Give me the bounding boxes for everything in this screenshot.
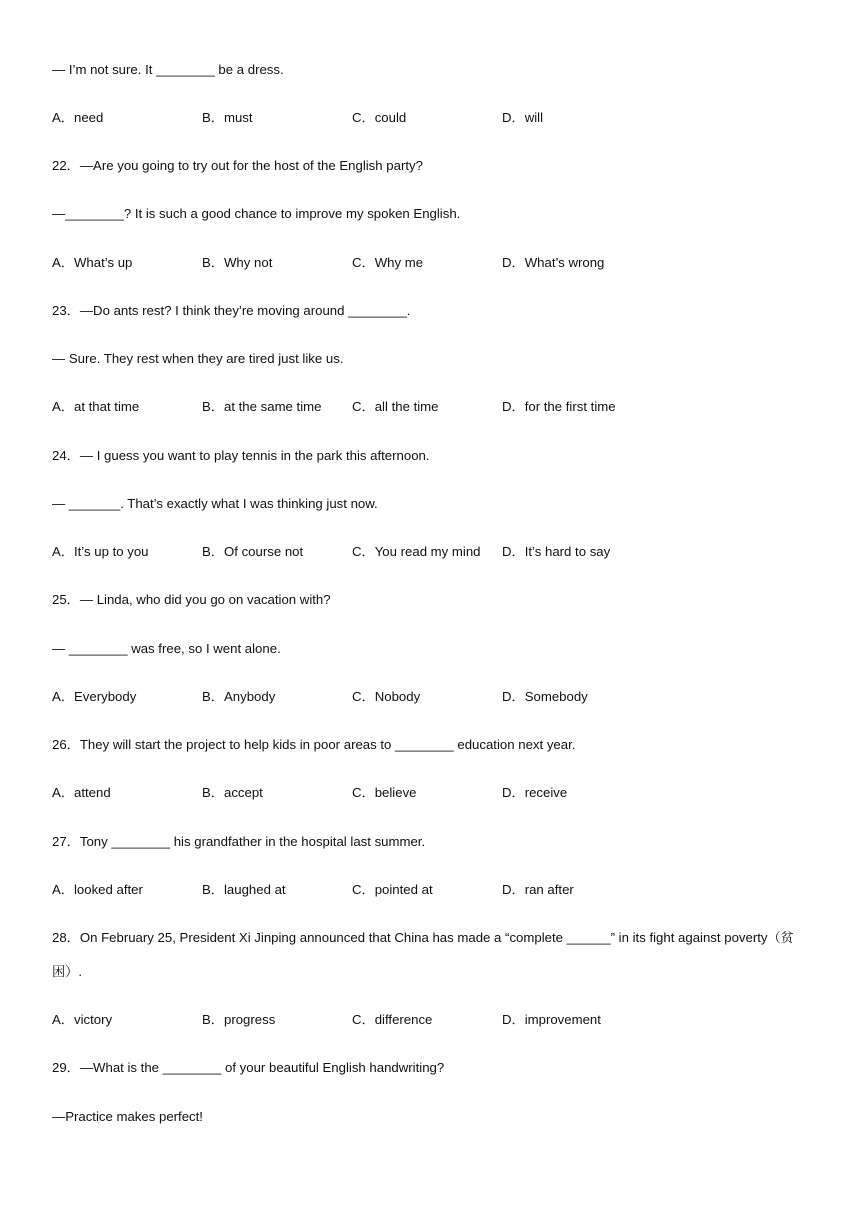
option-row — [52, 543, 812, 561]
option-b: B．Anybody — [202, 689, 276, 704]
option-c: C．could — [352, 110, 407, 125]
option-c: C．Why me — [352, 255, 424, 270]
option-d: D．Somebody — [502, 689, 588, 704]
option-c: C．You read my mind — [352, 544, 481, 559]
option-d: D．receive — [502, 785, 568, 800]
question-line: —Practice makes perfect! — [52, 1109, 203, 1124]
option-b: B．Of course not — [202, 544, 304, 559]
option-a: A．need — [52, 110, 104, 125]
option-b: B．progress — [202, 1012, 276, 1027]
option-d: D．What’s wrong — [502, 255, 605, 270]
question-line: 28．On February 25, President Xi Jinping announced that China has made a “complete ______” in its fight against poverty（贫困）. — [52, 930, 794, 979]
option-c: C．all the time — [352, 399, 439, 414]
option-d: D．ran after — [502, 882, 574, 897]
option-c: C．Nobody — [352, 689, 421, 704]
question-line: 26．They will start the project to help kids in poor areas to ________ education next year. — [52, 737, 576, 752]
option-b: B．laughed at — [202, 882, 286, 897]
question-line: 29．—What is the ________ of your beautiful English handwriting? — [52, 1060, 445, 1075]
option-a: A．victory — [52, 1012, 113, 1027]
option-d: D．for the first time — [502, 399, 616, 414]
option-a: A．attend — [52, 785, 111, 800]
question-line: — I’m not sure. It ________ be a dress. — [52, 62, 284, 77]
option-row — [52, 1011, 812, 1029]
question-line: — _______. That’s exactly what I was thinking just now. — [52, 496, 378, 511]
option-row — [52, 254, 812, 272]
option-d: D．It’s hard to say — [502, 544, 611, 559]
option-a: A．What’s up — [52, 255, 133, 270]
question-line: 25．— Linda, who did you go on vacation with? — [52, 592, 331, 607]
option-c: C．difference — [352, 1012, 433, 1027]
option-a: A．at that time — [52, 399, 140, 414]
option-b: B．Why not — [202, 255, 273, 270]
option-a: A．looked after — [52, 882, 143, 897]
option-row — [52, 398, 812, 416]
option-d: D．improvement — [502, 1012, 601, 1027]
option-row — [52, 109, 812, 127]
question-line: — ________ was free, so I went alone. — [52, 641, 281, 656]
question-line: —________? It is such a good chance to improve my spoken English. — [52, 206, 461, 221]
option-row — [52, 881, 812, 899]
option-b: B．must — [202, 110, 253, 125]
question-line: 22．—Are you going to try out for the host of the English party? — [52, 158, 423, 173]
option-b: B．accept — [202, 785, 263, 800]
question-line: 24．— I guess you want to play tennis in the park this afternoon. — [52, 448, 430, 463]
option-d: D．will — [502, 110, 544, 125]
question-line: 27．Tony ________ his grandfather in the hospital last summer. — [52, 834, 426, 849]
option-b: B．at the same time — [202, 399, 322, 414]
option-a: A．Everybody — [52, 689, 137, 704]
option-c: C．pointed at — [352, 882, 433, 897]
option-row — [52, 784, 812, 802]
question-line: — Sure. They rest when they are tired just like us. — [52, 351, 344, 366]
question-line: 23．—Do ants rest? I think they’re moving around ________. — [52, 303, 411, 318]
option-a: A．It’s up to you — [52, 544, 149, 559]
option-c: C．believe — [352, 785, 417, 800]
option-row — [52, 688, 812, 706]
